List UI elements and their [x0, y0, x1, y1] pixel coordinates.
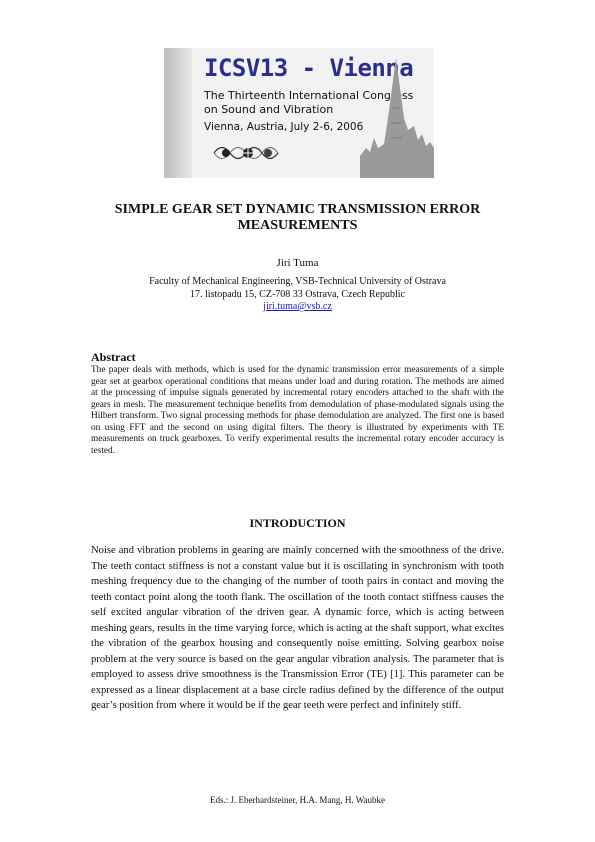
- author-email-link[interactable]: jiri.tuma@vsb.cz: [263, 301, 332, 312]
- footer-editors: Eds.: J. Eberhardsteiner, H.A. Mang, H. Waubke: [210, 795, 385, 805]
- paper-title: [60, 202, 535, 234]
- author-name: Jiri Tuma: [276, 257, 319, 269]
- banner-subtitle-line1: The Thirteenth International Congress: [204, 89, 414, 102]
- banner-stripe: [164, 48, 192, 178]
- banner-place-date: Vienna, Austria, July 2-6, 2006: [204, 121, 364, 133]
- vibration-art-icon: [212, 140, 282, 166]
- affiliation-line1: Faculty of Mechanical Engineering, VSB-Technical University of Ostrava: [149, 276, 446, 287]
- affiliation-line2: 17. listopadu 15, CZ-708 33 Ostrava, Czech Republic: [190, 288, 405, 300]
- banner-subtitle-line2: on Sound and Vibration: [204, 103, 334, 116]
- paper-title-line1: SIMPLE GEAR SET DYNAMIC TRANSMISSION ERROR: [114, 202, 481, 217]
- introduction-heading: INTRODUCTION: [249, 516, 346, 530]
- vienna-skyline-icon: [360, 48, 434, 178]
- introduction-text: Noise and vibration problems in gearing are mainly concerned with the smoothness of the drive. The teeth contact stiffness is not a constant value but it is oscillating in synchronism with tooth meshing frequency due to the changing of the number of tooth pairs in contact and moving the teeth contact point along the tooth flank. The oscillation of the tooth contact stiffness causes the self excited angular vibration of the driven gear. A dynamic force, which is acting between meshing gears, results in the time varying force, which is acting at the shaft support, what excites the vibration of the gearbox housing and consequently noise emitting. Solving gearbox noise problem at the very source is based on the gear angular vibration analysis. The parameter that is employed to assess drive smoothness is the Transmission Error (TE) [1]. This parameter can be expressed as a linear displacement at a base circle radius defined by the difference of the output gear’s position from where it would be if the gear teeth were perfect and infinitely stiff.: [91, 545, 504, 711]
- paper-title-line2: MEASUREMENTS: [237, 218, 358, 233]
- affiliation: [0, 276, 595, 314]
- abstract-text: The paper deals with methods, which is used for the dynamic transmission error measurements of a simple gear set at gearbox operational conditions that means under load and during rotation. The methods are aimed at the processing of impulse signals generated by incremental rotary encoders attached to the shaft with the gears in mesh. The measurement technique benefits from demodulation of phase-modulated signals using the Hilbert transform. Two signal processing methods for phase demodulation are analyzed. The first one is based on using FFT and the second on using digital filters. The theory is illustrated by experiments with TE measurements on truck gearboxes. To verify experimental results the incremental rotary encoder accuracy is tested.: [91, 365, 504, 456]
- banner-title: ICSV13 - Vienna: [204, 54, 414, 82]
- conference-banner: [164, 48, 434, 178]
- abstract-heading: Abstract: [91, 350, 136, 364]
